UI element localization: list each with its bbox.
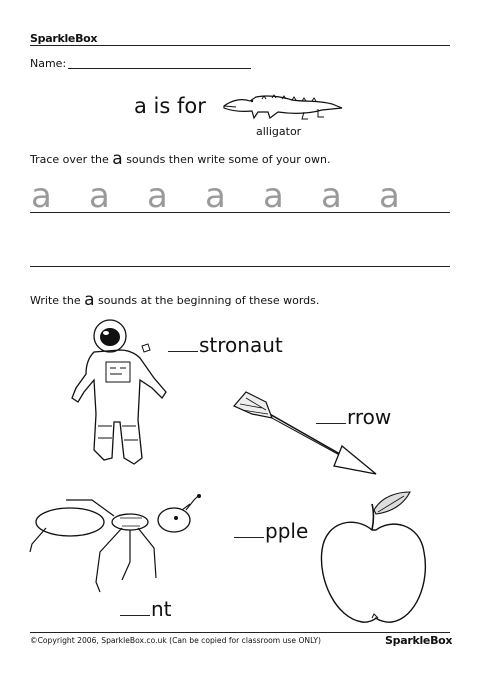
letter-blank[interactable]	[234, 537, 264, 538]
astronaut-icon	[68, 318, 172, 470]
trace-instruction	[30, 149, 330, 169]
word-arrow	[316, 405, 391, 429]
page-title: a is for	[134, 94, 206, 118]
letter-blank[interactable]	[316, 423, 346, 424]
word-ending: nt	[151, 597, 172, 621]
word-ending: rrow	[347, 405, 392, 429]
ant-icon	[26, 492, 208, 598]
write-baseline[interactable]	[30, 266, 450, 267]
trace-instruction-after: sounds then write some of your own.	[126, 153, 331, 166]
word-ant	[120, 597, 172, 621]
alligator-icon	[222, 90, 344, 122]
footer-brand: SparkleBox	[385, 634, 453, 647]
alligator-caption: alligator	[256, 125, 302, 138]
header-rule	[30, 45, 450, 46]
word-ending: pple	[265, 519, 309, 543]
apple-icon	[316, 490, 430, 630]
header-brand: SparkleBox	[30, 32, 98, 45]
trace-instruction-before: Trace over the	[30, 153, 109, 166]
arrow-icon	[232, 386, 378, 476]
trace-baseline	[30, 212, 450, 213]
trace-letter: a	[147, 176, 168, 216]
letter-blank[interactable]	[120, 615, 150, 616]
trace-letter: a	[31, 176, 52, 216]
trace-letter: a	[263, 176, 284, 216]
words-instruction-letter: a	[84, 290, 95, 310]
trace-instruction-letter: a	[112, 149, 123, 169]
word-apple	[234, 519, 308, 543]
footer-rule	[30, 632, 450, 633]
trace-letter: a	[205, 176, 226, 216]
footer-copyright: ©Copyright 2006, SparkleBox.co.uk (Can be copied for classroom use ONLY)	[30, 636, 321, 645]
trace-letter: a	[89, 176, 110, 216]
words-instruction-after: sounds at the beginning of these words.	[98, 294, 320, 307]
letter-blank[interactable]	[168, 351, 198, 352]
trace-letter: a	[379, 176, 400, 216]
words-instruction	[30, 290, 319, 310]
name-input-line[interactable]	[68, 68, 251, 69]
words-instruction-before: Write the	[30, 294, 81, 307]
name-label: Name:	[30, 57, 67, 70]
trace-letter: a	[321, 176, 342, 216]
word-ending: stronaut	[199, 333, 283, 357]
word-astronaut	[168, 333, 283, 357]
